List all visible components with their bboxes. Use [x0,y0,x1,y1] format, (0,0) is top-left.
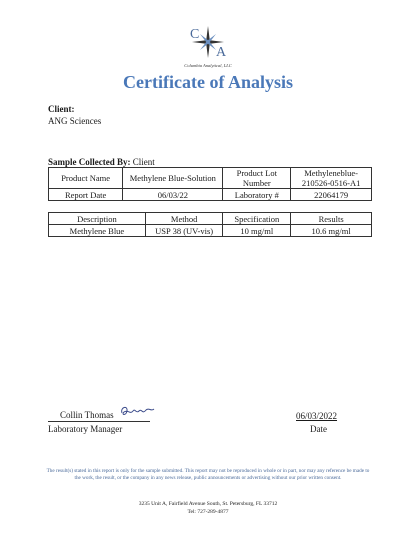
client-name: ANG Sciences [48,116,102,126]
signature-line [48,421,150,422]
column-header-results: Results [291,213,372,225]
footer-phone: Tel: 727-289-4877 [187,509,229,515]
lot-value-line-2: 210526-0516-A1 [301,178,361,188]
sample-collected-value: Client [132,157,155,167]
results-table [48,212,372,237]
laboratory-number-value: 22064179 [291,189,372,201]
result-specification: 10 mg/ml [223,225,291,237]
result-value: 10.6 mg/ml [291,225,372,237]
table-header-row [49,213,372,225]
handwritten-signature [118,403,158,419]
table-row [49,225,372,237]
product-info-table [48,167,372,201]
sample-collected-label: Sample Collected By: [48,157,131,167]
sample-collected-by [48,157,155,167]
disclaimer-text: The result(s) stated in this report is only for the sample submitted. This report may not be reproduced in whole or in part, nor may any reference be made to the work, the result, or the company in any news release, public announcements or advertising without our prior written consent. [46,468,370,481]
table-row [49,189,372,201]
product-name-label: Product Name [49,168,123,189]
signatory-name: Collin Thomas [60,410,114,420]
logo-letter-c: C [190,27,200,42]
result-description: Methylene Blue [49,225,146,237]
lot-value-line-1: Methyleneblue- [304,168,359,178]
footer-address: 3235 Unit A, Fairfield Avenue South, St. Petersburg, FL 33712 [138,501,278,507]
company-tagline: Columbia Analytical, LLC [184,63,232,68]
column-header-description: Description [49,213,146,225]
report-date-value: 06/03/22 [123,189,223,201]
column-header-method: Method [145,213,223,225]
lot-label-line-1: Product Lot [236,168,277,178]
client-label: Client: [48,104,75,114]
signature-date: 06/03/2022 [296,411,338,421]
lot-number-value [291,168,372,189]
table-row [49,168,372,189]
column-header-specification: Specification [223,213,291,225]
date-label: Date [310,424,327,434]
company-logo [168,22,248,72]
result-method: USP 38 (UV-vis) [145,225,223,237]
signatory-title: Laboratory Manager [48,424,123,434]
logo-letter-a: A [216,45,227,60]
report-date-label: Report Date [49,189,123,201]
compass-rose-icon [176,22,240,62]
lot-number-label [223,168,291,189]
product-name-value: Methylene Blue-Solution [123,168,223,189]
page-title: Certificate of Analysis [123,72,293,92]
lot-label-line-2: Number [242,178,271,188]
laboratory-number-label: Laboratory # [223,189,291,201]
footer-address-block [0,500,416,516]
